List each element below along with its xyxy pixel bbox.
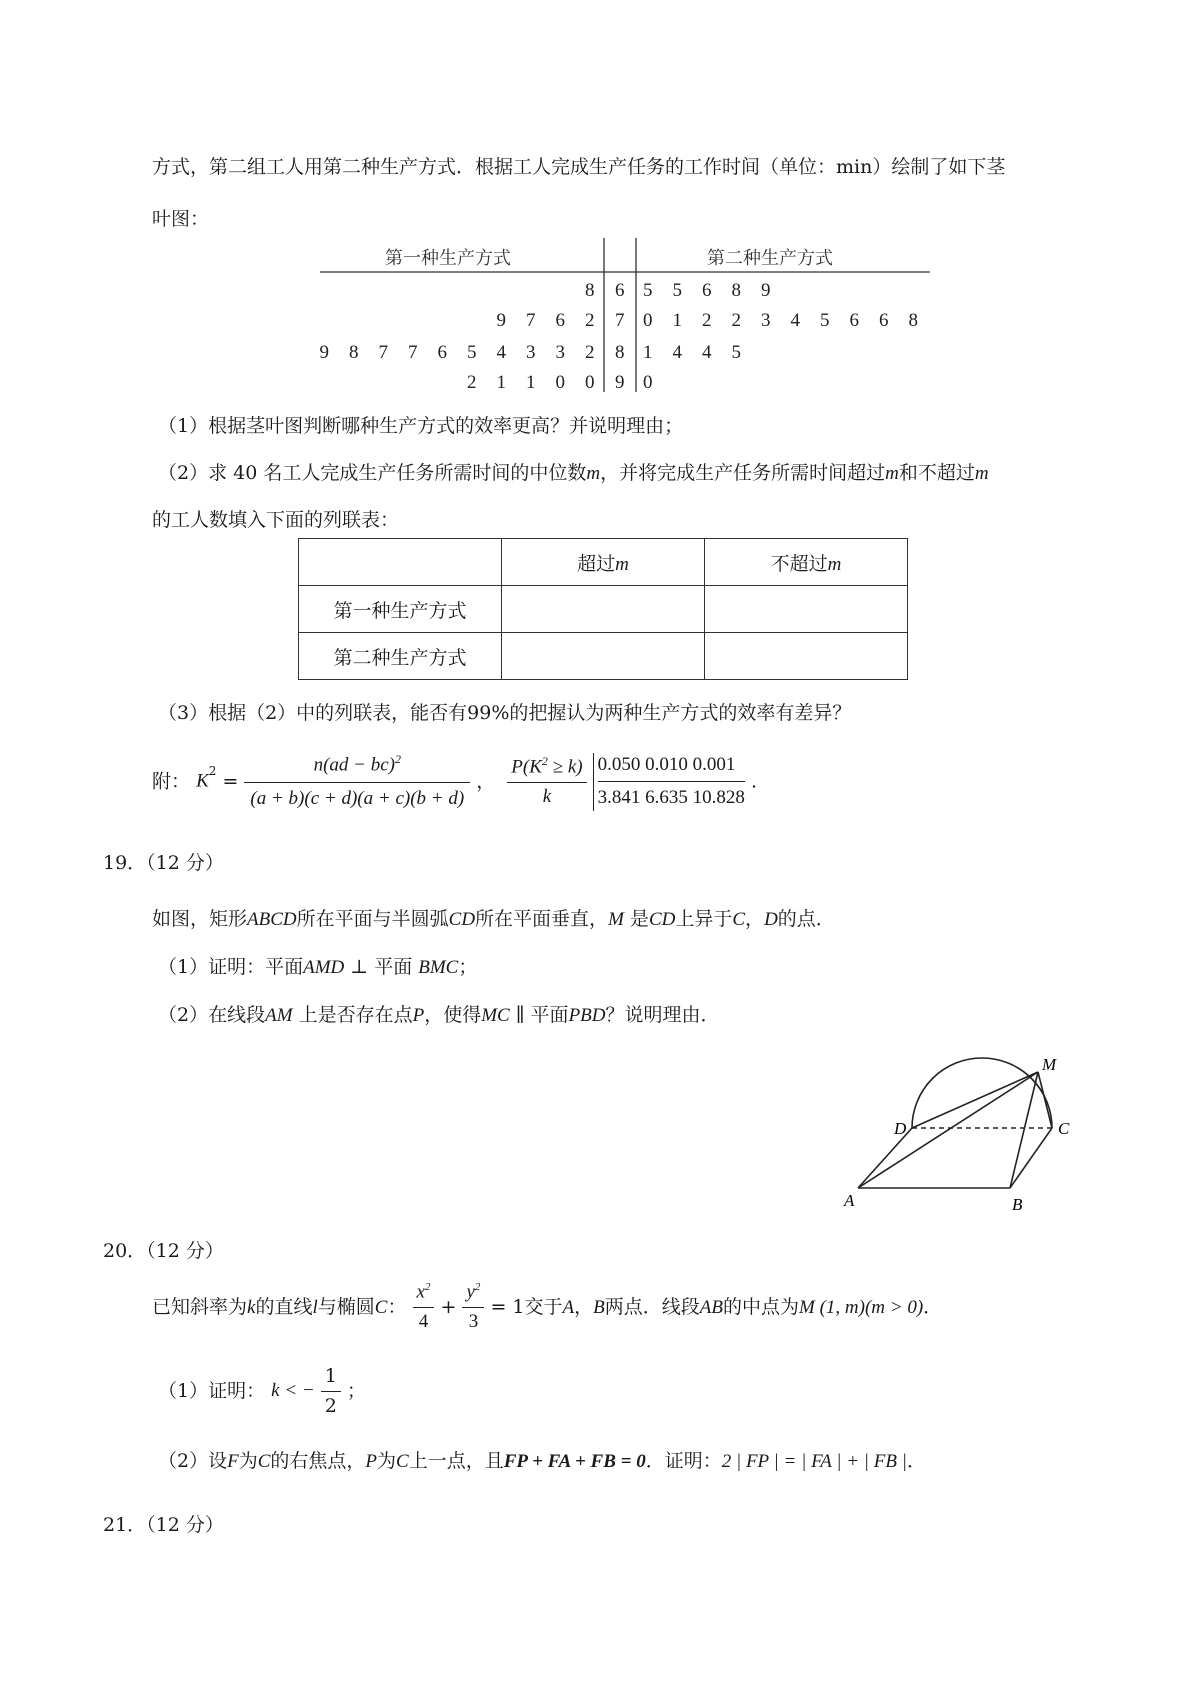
stem-value: 9 bbox=[615, 372, 625, 393]
ellipse-y-term: $\frac{y^2}{3}$ bbox=[462, 1280, 484, 1335]
appendix-label: 附： bbox=[152, 770, 191, 793]
semicircle-arc bbox=[912, 1058, 1052, 1128]
right-leaf: 6 bbox=[879, 310, 889, 331]
proof-statement: 2 | FP | = | FA | + | FB | bbox=[721, 1451, 907, 1472]
left-leaf: 8 bbox=[585, 280, 595, 301]
right-leaf: 6 bbox=[702, 280, 712, 301]
label-m: M bbox=[1042, 1055, 1057, 1074]
left-leaf: 6 bbox=[555, 310, 565, 331]
q18-part2-line2: 的工人数填入下面的列联表： bbox=[152, 509, 400, 531]
stem-value: 8 bbox=[615, 342, 625, 363]
contingency-table bbox=[298, 538, 908, 680]
table-corner bbox=[299, 539, 502, 586]
right-leaf: 4 bbox=[702, 342, 712, 363]
appendix-formula: 附： $K^2$ = $\frac{n(ad - bc)^2}{(a + b)(c + d)(a + c)(b + d)}$ ， $\frac{P(K^2 \ge k)}{k}$ $\frac{0.050 0.010 0.001}{3.841 6.635 10.828}$ . bbox=[152, 752, 757, 812]
table-col-over: 超过m bbox=[502, 539, 705, 586]
half-fraction: $\frac{1}{2}$ bbox=[321, 1364, 341, 1418]
table-cell bbox=[705, 586, 908, 633]
left-leaf: 9 bbox=[319, 342, 329, 363]
stem-leaf-lines bbox=[0, 0, 1200, 400]
left-leaf: 3 bbox=[555, 342, 565, 363]
ellipse-x-term: $\frac{x^2}{4}$ bbox=[413, 1280, 435, 1335]
q18-p2-text-b: ，并将完成生产任务所需时间超过 bbox=[600, 462, 886, 484]
left-leaf: 5 bbox=[467, 342, 477, 363]
q20-number: 20．（12 分） bbox=[103, 1240, 224, 1262]
k-value: 10.828 bbox=[692, 787, 745, 809]
vector-equation: FP + FA + FB = 0 bbox=[503, 1451, 646, 1472]
right-leaf: 2 bbox=[731, 310, 741, 331]
k-squared: K bbox=[196, 770, 209, 792]
left-leaf: 1 bbox=[496, 372, 506, 393]
left-leaf: 2 bbox=[585, 342, 595, 363]
q19-stem: 如图，矩形ABCD所在平面与半圆弧CD所在平面垂直，M 是CD上异于C，D的点． bbox=[152, 908, 835, 930]
q19-part2: （2）在线段AM 上是否存在点P，使得MC ∥ 平面PBD？说明理由． bbox=[158, 1004, 720, 1026]
p-value: 0.050 bbox=[597, 753, 641, 775]
q20-stem: 已知斜率为k的直线l与椭圆C： $\frac{x^2}{4}$ + $\frac{y^2}{3}$ = 1交于A，B两点．线段AB的中点为M (1, m)(m > 0)． bbox=[152, 1280, 942, 1335]
var-m: m bbox=[885, 463, 899, 484]
right-leaf: 4 bbox=[790, 310, 800, 331]
right-leaf: 4 bbox=[672, 342, 682, 363]
geometry-figure bbox=[830, 1040, 1120, 1220]
right-leaf: 5 bbox=[820, 310, 830, 331]
left-header: 第一种生产方式 bbox=[385, 248, 511, 269]
left-leaf: 9 bbox=[496, 310, 506, 331]
k-value: 3.841 bbox=[597, 787, 641, 809]
p-value: 0.010 bbox=[645, 753, 688, 775]
left-leaf: 7 bbox=[408, 342, 418, 363]
q18-p2-text-c: 和不超过 bbox=[898, 462, 975, 484]
label-d: D bbox=[894, 1119, 907, 1138]
right-leaf: 1 bbox=[672, 310, 682, 331]
q19-part1: （1）证明：平面AMD ⊥ 平面 BMC； bbox=[158, 956, 478, 978]
label-c: C bbox=[1058, 1119, 1070, 1138]
left-leaf: 7 bbox=[526, 310, 536, 331]
q18-p2-text-a: （2）求 40 名工人完成生产任务所需时间的中位数 bbox=[158, 462, 587, 484]
q20-part1: （1）证明： k < − $\frac{1}{2}$ ； bbox=[158, 1365, 366, 1417]
critical-values bbox=[593, 753, 745, 811]
right-leaf: 2 bbox=[702, 310, 712, 331]
right-leaf: 8 bbox=[731, 280, 741, 301]
table-cell bbox=[502, 586, 705, 633]
intro-line-2: 叶图： bbox=[152, 208, 210, 230]
left-leaf: 7 bbox=[378, 342, 388, 363]
right-leaf: 5 bbox=[643, 280, 653, 301]
k-value: 6.635 bbox=[645, 787, 688, 809]
left-leaf: 2 bbox=[467, 372, 477, 393]
right-leaf: 9 bbox=[761, 280, 771, 301]
left-leaf: 2 bbox=[585, 310, 595, 331]
left-leaf: 4 bbox=[496, 342, 506, 363]
left-leaf: 1 bbox=[526, 372, 536, 393]
right-leaf: 3 bbox=[761, 310, 771, 331]
p-value: 0.001 bbox=[692, 753, 736, 775]
right-leaf: 8 bbox=[908, 310, 918, 331]
prob-label-fraction: $\frac{P(K^2 \ge k)}{k}$ bbox=[507, 754, 586, 810]
label-a: A bbox=[844, 1191, 855, 1210]
right-leaf: 5 bbox=[731, 342, 741, 363]
q19-number: 19．（12 分） bbox=[103, 852, 224, 874]
table-col-not-over: 不超过m bbox=[705, 539, 908, 586]
right-leaf: 6 bbox=[849, 310, 859, 331]
table-cell bbox=[705, 633, 908, 680]
var-m: m bbox=[586, 463, 601, 484]
var-m: m bbox=[974, 463, 989, 484]
table-row-1-label: 第一种生产方式 bbox=[299, 586, 502, 633]
right-leaf: 0 bbox=[643, 372, 653, 393]
left-leaf: 0 bbox=[585, 372, 595, 393]
k2-fraction: $\frac{n(ad - bc)^2}{(a + b)(c + d)(a + c)(b + d)}$ bbox=[244, 752, 470, 812]
left-leaf: 0 bbox=[555, 372, 565, 393]
label-b: B bbox=[1012, 1195, 1023, 1214]
right-leaf: 0 bbox=[643, 310, 653, 331]
q18-part1: （1）根据茎叶图判断哪种生产方式的效率更高？并说明理由； bbox=[158, 415, 684, 437]
stem-leaf-plot bbox=[0, 0, 1200, 400]
left-leaf: 6 bbox=[437, 342, 447, 363]
q18-part3: （3）根据（2）中的列联表，能否有99%的把握认为两种生产方式的效率有差异？ bbox=[158, 702, 852, 724]
left-leaf: 3 bbox=[526, 342, 536, 363]
right-leaf: 1 bbox=[643, 342, 653, 363]
right-leaf: 5 bbox=[672, 280, 682, 301]
stem-value: 7 bbox=[615, 310, 625, 331]
q21-number: 21．（12 分） bbox=[103, 1514, 224, 1536]
q20-part2: （2）设F为C的右焦点，P为C上一点，且FP + FA + FB = 0．证明：2 | FP | = | FA | + | FB |． bbox=[158, 1450, 926, 1472]
stem-value: 6 bbox=[615, 280, 625, 301]
q18-part2-line1 bbox=[158, 458, 989, 485]
left-leaf: 8 bbox=[349, 342, 359, 363]
right-header: 第二种生产方式 bbox=[707, 248, 833, 269]
intro-line-1: 方式，第二组工人用第二种生产方式．根据工人完成生产任务的工作时间（单位：min）绘制了如下茎 bbox=[152, 156, 1006, 178]
table-cell bbox=[502, 633, 705, 680]
table-row-2-label: 第二种生产方式 bbox=[299, 633, 502, 680]
